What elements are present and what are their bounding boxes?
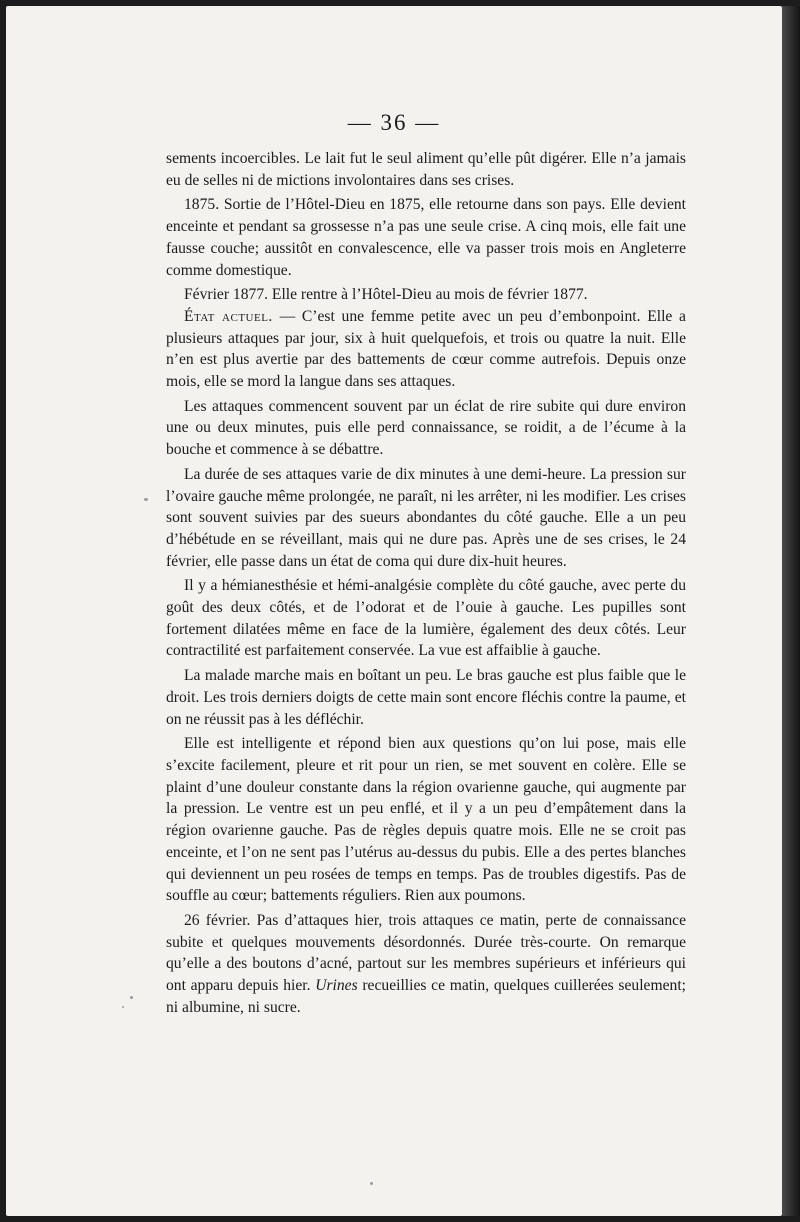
page-edge-shadow — [782, 6, 800, 1216]
paper-speck — [144, 498, 148, 501]
paragraph-4 — [166, 306, 686, 393]
paragraph-6: La durée de ses attaques varie de dix minutes à une demi-heure. La pression sur l’ovaire gauche même prolongée, ne paraît, ni les arrêter, ni les modifier. Les crises sont souvent suivies par des sueurs abondantes du côté gauche. Elle a un peu d’hébétude en se réveillant, mais qui ne dure pas. Après une de ses crises, le 24 février, elle passe dans un état de coma qui dure dix-huit heures. — [166, 465, 686, 570]
paragraph-10-tail: recueillies ce matin, quelques cuillerées seulement; ni albumine, ni sucre. — [166, 977, 686, 1016]
paragraph-8: La malade marche mais en boîtant un peu. Le bras gauche est plus faible que le droit. Les trois derniers doigts de cette main sont encore fléchis contre la paume, et on ne réussit pas à les défléchir. — [166, 667, 686, 728]
book-page — [6, 6, 782, 1216]
paragraph-1: sements incoercibles. Le lait fut le seul aliment qu’elle pût digérer. Elle n’a jamais eu de selles ni de mictions involontaires dans ses crises. — [166, 150, 686, 189]
paper-speck — [370, 1182, 373, 1185]
paragraph-10-text: 26 février. Pas d’attaques hier, trois attaques ce matin, perte de connaissance subite et quelques mouvements désordonnés. Durée très-courte. On remarque qu’elle a des boutons d’acné, partout sur les membres supérieurs et inférieurs qui ont apparu depuis hier. — [166, 911, 686, 995]
paragraph-9: Elle est intelligente et répond bien aux questions qu’on lui pose, mais elle s’excite facilement, pleure et rit pour un rien, se met souvent en colère. Elle se plaint d’une douleur constante dans la région ovarienne gauche, qui augmente par la pression. Le ventre est un peu enflé, et il y a un peu d’empâtement dans la région ovarienne gauche. Pas de règles depuis quatre mois. Elle ne se croit pas enceinte, et l’on ne sent pas l’utérus au-dessus du pubis. Elle a des pertes blanches qui deviennent un peu rosées de temps en temps. Pas de troubles digestifs. Pas de souffle au cœur; battements réguliers. Rien aux poumons. — [166, 735, 686, 905]
paper-speck — [130, 996, 133, 999]
paper-speck — [122, 1006, 124, 1008]
paragraph-4-text: — C’est une femme petite avec un peu d’embonpoint. Elle a plusieurs attaques par jour, six à huit quelquefois, et trois ou quatre la nuit. Elle n’en est plus avertie par des battements de cœur comme autrefois. Depuis onze mois, elle se mord la langue dans ses attaques. — [166, 307, 686, 391]
paragraph-5: Les attaques commencent souvent par un éclat de rire subite qui dure environ une ou deux minutes, puis elle perd connaissance, se roidit, a de l’écume à la bouche et commence à se débattre. — [166, 397, 686, 459]
body-text — [166, 148, 686, 1018]
paragraph-7: Il y a hémianesthésie et hémi-analgésie complète du côté gauche, avec perte du goût des deux côtés, et de l’odorat et de l’ouie à gauche. Les pupilles sont fortement dilatées même en face de la lumière, également des deux côtés. Leur contractilité est parfaitement conservée. La vue est affaiblie à gauche. — [166, 577, 686, 660]
paragraph-10 — [166, 910, 686, 1019]
italic-term: Urines — [315, 977, 358, 995]
paragraph-3: Février 1877. Elle rentre à l’Hôtel-Dieu au mois de février 1877. — [184, 286, 588, 304]
paragraph-2: 1875. Sortie de l’Hôtel-Dieu en 1875, elle retourne dans son pays. Elle devient enceinte et pendant sa grossesse n’a pas une seule crise. A cinq mois, elle fait une fausse couche; aussitôt en convalescence, elle va passer trois mois en Angleterre comme domestique. — [166, 196, 686, 279]
page-number: — 36 — — [347, 110, 441, 135]
section-heading: État actuel. — [184, 307, 273, 325]
